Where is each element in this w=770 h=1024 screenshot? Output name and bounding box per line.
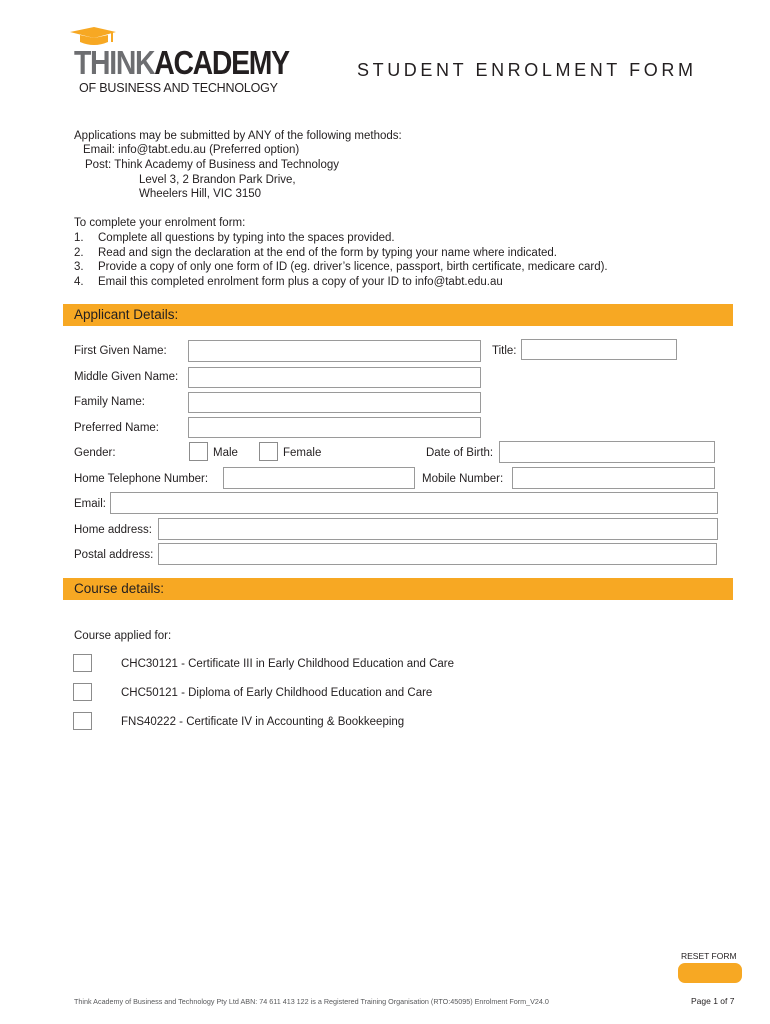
first-name-label: First Given Name: <box>74 345 167 357</box>
course-option-label: FNS40222 - Certificate IV in Accounting & Bookkeeping <box>121 716 405 728</box>
mobile-label: Mobile Number: <box>422 473 504 485</box>
course-checkbox-chc30121[interactable] <box>73 654 92 672</box>
family-name-label: Family Name: <box>74 396 145 408</box>
male-label: Male <box>213 447 238 459</box>
logo-academy: ACADEMY <box>154 44 289 81</box>
course-checkbox-fns40222[interactable] <box>73 712 92 730</box>
postal-address-label: Postal address: <box>74 549 154 561</box>
step-text: Read and sign the declaration at the end of the form by typing your name where indicated. <box>98 247 558 259</box>
home-address-label: Home address: <box>74 524 152 536</box>
family-name-field[interactable] <box>188 392 481 413</box>
applicant-details-header <box>63 304 733 326</box>
male-checkbox[interactable] <box>189 442 208 461</box>
step-text: Complete all questions by typing into the spaces provided. <box>98 232 395 244</box>
mobile-field[interactable] <box>512 467 715 489</box>
gender-label: Gender: <box>74 447 116 459</box>
instruction-step <box>74 275 503 290</box>
instructions-heading: To complete your enrolment form: <box>74 217 246 229</box>
email-label: Email: <box>74 498 106 510</box>
step-number: 4. <box>74 276 84 288</box>
female-label: Female <box>283 447 322 459</box>
dob-field[interactable] <box>499 441 715 463</box>
step-text: Provide a copy of only one form of ID (eg. driver’s licence, passport, birth certificate, medicare card). <box>98 261 608 273</box>
email-field[interactable] <box>110 492 718 514</box>
intro-email: Email: info@tabt.edu.au (Preferred option) <box>83 144 300 156</box>
home-address-field[interactable] <box>158 518 718 540</box>
logo-subtitle: OF BUSINESS AND TECHNOLOGY <box>79 81 278 95</box>
preferred-name-field[interactable] <box>188 417 481 438</box>
title-label: Title: <box>492 345 517 357</box>
logo-think: THINK <box>74 44 155 81</box>
page-number: Page 1 of 7 <box>691 996 735 1006</box>
dob-label: Date of Birth: <box>426 447 494 459</box>
applicant-details-title: Applicant Details: <box>74 307 179 322</box>
female-checkbox[interactable] <box>259 442 278 461</box>
instruction-step <box>74 246 557 261</box>
instruction-step <box>74 260 608 275</box>
step-number: 2. <box>74 247 84 259</box>
preferred-name-label: Preferred Name: <box>74 422 160 434</box>
course-option-label: CHC30121 - Certificate III in Early Childhood Education and Care <box>121 658 455 670</box>
reset-form-button[interactable] <box>678 963 742 983</box>
middle-name-label: Middle Given Name: <box>74 371 179 383</box>
step-text: Email this completed enrolment form plus a copy of your ID to info@tabt.edu.au <box>98 276 503 288</box>
instruction-step <box>74 231 395 246</box>
course-details-header <box>63 578 733 600</box>
step-number: 3. <box>74 261 84 273</box>
intro-address-2: Wheelers Hill, VIC 3150 <box>139 188 262 200</box>
intro-address-1: Level 3, 2 Brandon Park Drive, <box>139 174 296 186</box>
logo <box>68 26 290 100</box>
course-option-label: CHC50121 - Diploma of Early Childhood Education and Care <box>121 687 433 699</box>
intro-post: Post: Think Academy of Business and Technology <box>85 159 340 171</box>
step-number: 1. <box>74 232 84 244</box>
course-checkbox-chc50121[interactable] <box>73 683 92 701</box>
home-phone-field[interactable] <box>223 467 415 489</box>
home-phone-label: Home Telephone Number: <box>74 473 209 485</box>
first-name-field[interactable] <box>188 340 481 362</box>
course-applied-label: Course applied for: <box>74 630 172 642</box>
form-title: STUDENT ENROLMENT FORM <box>357 60 697 80</box>
course-details-title: Course details: <box>74 581 165 596</box>
reset-form-label: RESET FORM <box>681 951 737 961</box>
title-field[interactable] <box>521 339 677 360</box>
intro-line: Applications may be submitted by ANY of the following methods: <box>74 130 402 142</box>
middle-name-field[interactable] <box>188 367 481 388</box>
postal-address-field[interactable] <box>158 543 717 565</box>
footer-text: Think Academy of Business and Technology Pty Ltd ABN: 74 611 413 122 is a Registered Training Organisation (RTO:45095) Enrolment Form_V24.0 <box>74 997 549 1006</box>
